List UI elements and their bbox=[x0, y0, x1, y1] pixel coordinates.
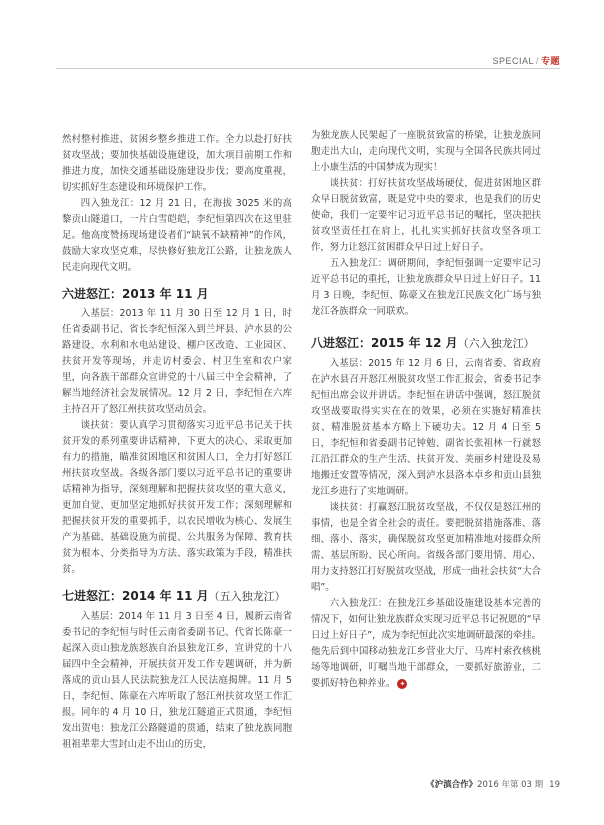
paragraph: 入基层：2015 年 12 月 6 日，云南省委、省政府在泸水县召开怒江州脱贫攻坚工作汇报会，省委书记李纪恒出席会议并讲话。李纪恒在讲话中强调，怒江脱贫攻坚战要取得实实在在的效果，必须在实施好精准扶贫、精准脱贫基本方略上下硬功夫。12 月 4 日至 5 日，李纪恒和省委副书记钟勉、副省长张祖林一行就怒江沿江群众的生产生活、扶贫开发、美丽乡村建设及易地搬迁安置等情况，深入到泸水县洛本卓乡和贡山县独龙江乡进行了实地调研。 bbox=[311, 358, 541, 497]
left-column bbox=[62, 132, 292, 753]
paragraph: 谈扶贫：打好扶贫攻坚战场硬仗，促进贫困地区群众早日脱贫致富，既是党中央的要求，也是我们的历史使命，我们一定要牢记习近平总书记的嘱托，坚决把扶贫攻坚责任扛在肩上，扎扎实实抓好扶贫攻坚各项工作，努力让怒江贫困群众早日过上好日子。 bbox=[311, 178, 541, 253]
paragraph-final bbox=[311, 596, 541, 692]
paragraph: 谈扶贫：要认真学习贯彻落实习近平总书记关于扶贫开发的系列重要讲话精神，下更大的决心、采取更加有力的措施，瞄准贫困地区和贫困人口，全力打好怒江州扶贫攻坚战。各级各部门要以习近平总书记的重要讲话精神为指导，深刻理解和把握扶贫攻坚的重大意义，更加自觉、更加坚定地抓好扶贫开发工作；深刻理解和把握扶贫开发的重要抓手，以农民增收为核心、发展生产为基础、基础设施为前提、公共服务为保障、教育扶贫为根本、分类指导为方法、落实政策为手段，精准扶贫。 bbox=[62, 420, 292, 575]
paragraph: 然村整村推进、贫困乡整乡推进工作。全力以赴打好扶贫攻坚战；要加快基础设施建设，加大项目前期工作和推进力度，加快交通基础设施建设步伐；要高度重视，切实抓好生态建设和环境保护工作。 bbox=[62, 134, 292, 193]
section-heading bbox=[62, 285, 292, 303]
section-heading bbox=[62, 587, 292, 606]
page-number: 19 bbox=[549, 780, 560, 790]
paragraph: 入基层：2014 年 11 月 3 日至 4 日，履新云南省委书记的李纪恒与时任云南省委副书记、代省长陈豪一起深入贡山独龙族怒族自治县独龙江乡，宣讲党的十八届四中全会精神，开展扶贫开发工作专题调研，并为新落成的贡山县人民法院独龙江人民法庭揭牌。11 月 5 日，李纪恒、陈豪在六库听取了怒江州扶贫攻坚工作汇报。同年的 4 月 10 日，独龙江隧道正式贯通，李纪恒发出贺电：独龙江公路隧道的贯通，结束了独龙族同胞祖祖辈辈大雪封山走不出山的历史， bbox=[62, 611, 292, 750]
magazine-name: 《沪滇合作》 bbox=[426, 780, 478, 790]
running-header bbox=[492, 54, 560, 67]
section-title: 七进怒江：2014 年 11 月 bbox=[62, 589, 209, 603]
paragraph: 入基层：2013 年 11 月 30 日至 12 月 1 日，时任省委副书记、省长李纪恒深入到兰坪县、泸水县的公路建设、水利和水电站建设、棚户区改造、工业园区、扶贫开发等现场，并走访村委会、村卫生室和农户家里，向各族干部群众宣讲党的十八届三中全会精神，了解当地经济社会发展情况。12 月 2 日，李纪恒在六库主持召开了怒江州扶贫攻坚动员会。 bbox=[62, 308, 292, 415]
paragraph: 为独龙族人民架起了一座脱贫致富的桥梁，让独龙族同胞走出大山，走向现代文明，实现与全国各民族共同过上小康生活的中国梦成为现实！ bbox=[311, 130, 541, 173]
article-end-icon: ✦ bbox=[397, 679, 407, 689]
paragraph-text: 六入独龙江：在独龙江乡基础设施建设基本完善的情况下，如何让独龙族群众实现习近平总书记祝愿的“早日过上好日子”，成为李纪恒此次实地调研最深的牵挂。他先后到中国移动独龙江乡营业大厅、马库村索孜核桃场等地调研，叮嘱当地干部群众，一要抓好旅游业，二要抓好特色种养业。 bbox=[311, 598, 541, 689]
header-special: SPECIAL bbox=[492, 56, 534, 66]
issue-label: 2016 年第 03 期 bbox=[477, 780, 544, 790]
header-rule bbox=[56, 68, 560, 69]
paragraph: 四入独龙江：12 月 21 日，在海拔 3025 米的高黎贡山隧道口，一片白雪皑皑，李纪恒第四次在这里驻足。他高度赞扬现场建设者们“缺氧不缺精神”的作风，鼓励大家攻坚克难，尽快修好独龙江公路，让独龙族人民走向现代文明。 bbox=[62, 198, 292, 273]
paragraph: 五入独龙江：调研期间，李纪恒强调一定要牢记习近平总书记的重托，让独龙族群众早日过上好日子。11 月 3 日晚，李纪恒、陈豪又在独龙江民族文化广场与独龙江各族群众一同联欢。 bbox=[311, 258, 541, 317]
page-footer bbox=[426, 778, 560, 790]
header-tag: 专题 bbox=[540, 56, 560, 66]
section-subtitle: （六入独龙江） bbox=[457, 337, 535, 350]
section-title: 六进怒江：2013 年 11 月 bbox=[62, 287, 209, 301]
section-heading bbox=[311, 334, 541, 353]
section-subtitle: （五入独龙江） bbox=[208, 590, 286, 603]
header-separator: / bbox=[535, 56, 539, 66]
right-column bbox=[311, 128, 541, 692]
paragraph: 谈扶贫：打赢怒江脱贫攻坚战，不仅仅是怒江州的事情，也是全省全社会的责任。要把脱贫措施落准、落细、落小、落实，确保脱贫攻坚更加精准地对接群众所需、基层所盼、民心所向。省级各部门要用情、用心、用力支持怒江打好脱贫攻坚战，形成一曲社会扶贫“大合唱”。 bbox=[311, 502, 541, 593]
section-title: 八进怒江：2015 年 12 月 bbox=[311, 336, 458, 350]
